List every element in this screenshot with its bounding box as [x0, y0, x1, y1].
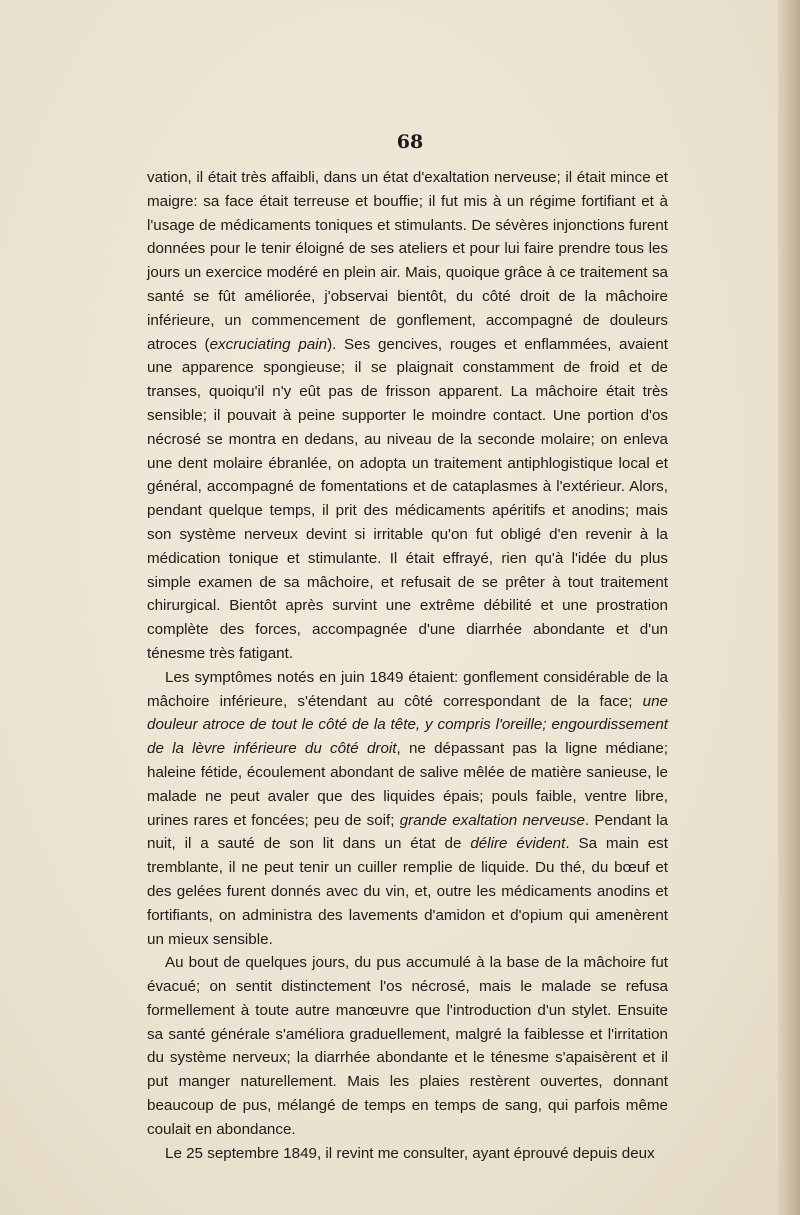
paragraph-3 — [147, 951, 668, 1141]
paragraph-2-italic-delire: délire évident — [470, 835, 566, 853]
paragraph-1-italic-term: excruciating pain — [209, 335, 328, 353]
paragraph-2-italic-symptoms: une douleur atroce de tout le côté de la tête, y compris l'oreille; engourdissement de la lèvre inférieure du côté droit — [147, 692, 668, 758]
paragraph-3-text: Au bout de quelques jours, du pus accumulé à la base de la mâchoire fut évacué; on sentit distinctement l'os nécrosé, mais le malade se refusa formellement à toute autre manœuvre que l'introduction d'un stylet. Ensuite sa santé générale s'améliora graduellement, malgré la faiblesse et l'irritation du système nerveux; la diarrhée abondante et le ténesme s'apaisèrent et il put manger naturellement. Mais les plaies restèrent ouvertes, donnant beaucoup de pus, mélangé de temps en temps de sang, qui parfois même coulait en abondance. — [147, 954, 668, 1138]
paragraph-1-part-3: ). Ses gencives, rouges et enflammées, avaient une apparence spongieuse; il se plaignait constamment de froid et de transes, quoiqu'il n'y eût pas de frisson apparent. La mâchoire était très sensible; il pouvait à peine supporter le moindre contact. Une portion d'os nécrosé se montra en dedans, au niveau de la seconde molaire; on enleva une dent molaire ébranlée, on adopta un traitement antiphlogistique local et général, accompagné de fomentations et de cataplasmes à l'extérieur. Alors, pendant quelque temps, il prit des médicaments apéritifs et anodins; mais son système nerveux devint si irritable qu'on fut obligé d'en revenir à la médication tonique et stimulante. Il était effrayé, rien qu'à l'idée du plus simple examen de sa mâchoire, et refusait de se prêter à tout traitement chirurgical. Bientôt après survint une extrême débilité et une prostration complète des forces, accompagnée d'une diarrhée abondante et d'un ténesme très fatigant. — [147, 335, 668, 662]
paragraph-2 — [147, 666, 668, 952]
page-edge-shadow — [778, 0, 800, 1215]
paragraph-4-text: Le 25 septembre 1849, il revint me consulter, ayant éprouvé depuis deux — [165, 1144, 655, 1162]
paragraph-2-part-3: , ne dépassant pas la ligne médiane; haleine fétide, écoulement abondant de salive mêlée de matière sanieuse, le malade ne peut avaler que des liquides épais; pouls faible, ventre libre, urines rares et foncées; peu de soif; — [147, 740, 668, 829]
paragraph-1-part-1: vation, il était très affaibli, dans un état d'exaltation nerveuse; il était mince et maigre: sa face était terreuse et bouffie; il fut mis à un régime fortifiant et à l'usage de médicaments toniques et stimulants. De sévères injonctions furent données pour le tenir éloigné de ses ateliers et pour lui faire prendre tous les jours un exercice modéré en plein air. Mais, quoique grâce à ce traitement sa santé se fût améliorée, j'observai bientôt, du côté droit de la mâchoire inférieure, un commencement de gonflement, accompagné de douleurs atroces ( — [147, 169, 668, 353]
paragraph-4 — [147, 1142, 668, 1166]
paragraph-2-part-7: . Sa main est tremblante, il ne peut tenir un cuiller remplie de liquide. Du thé, du bœuf et des gelées furent donnés avec du vin, et, outre les médicaments anodins et fortifiants, on administra des lavements d'amidon et d'opium qui amenèrent un mieux sensible. — [147, 835, 668, 948]
body-text — [147, 166, 668, 1165]
paragraph-2-italic-exaltation: grande exaltation nerveuse — [399, 811, 585, 829]
paragraph-2-part-1: Les symptômes notés en juin 1849 étaient: gonflement considérable de la mâchoire inférieure, s'étendant au côté correspondant de la face; — [147, 668, 668, 710]
page-number: 68 — [396, 131, 424, 153]
paragraph-2-part-5: . Pendant la nuit, il a sauté de son lit dans un état de — [147, 811, 669, 853]
paragraph-1 — [147, 166, 668, 666]
